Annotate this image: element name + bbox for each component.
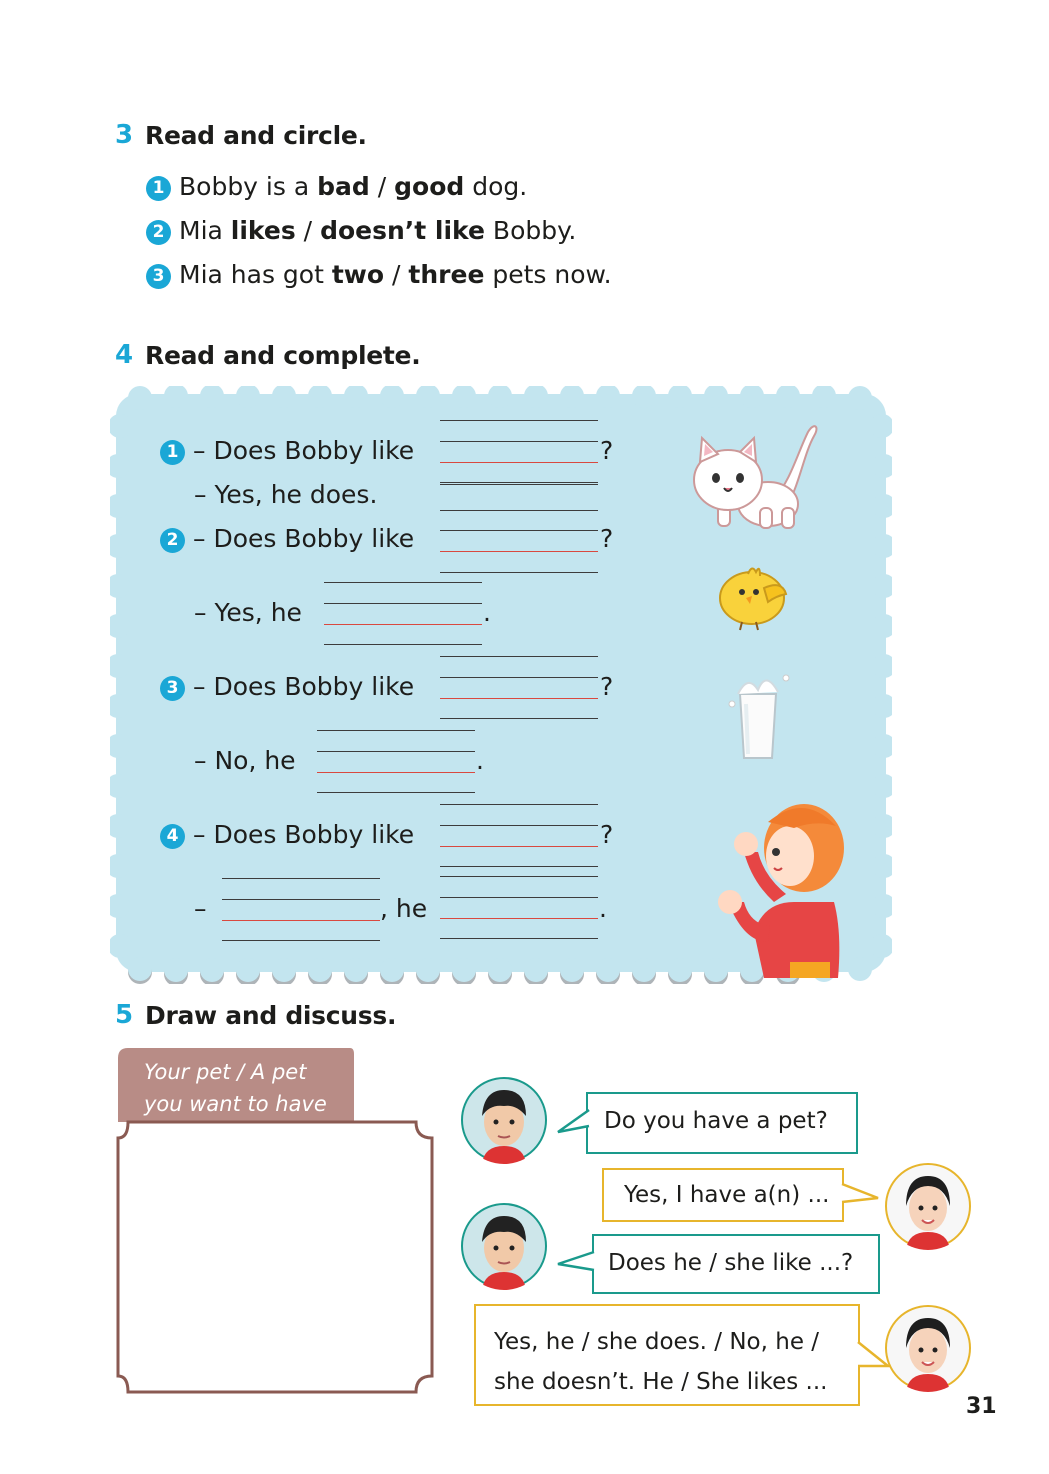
question-4: [160, 820, 414, 849]
answer-lines-2b[interactable]: [324, 582, 482, 644]
answer-lines-3b[interactable]: [317, 730, 475, 792]
circle-item-3: [146, 260, 612, 289]
question-text: – Does Bobby like: [193, 524, 415, 553]
girl-icon: [704, 792, 852, 978]
answer-lines-4a[interactable]: [222, 878, 380, 940]
separator: /: [384, 260, 409, 289]
answer-lines-3[interactable]: [440, 656, 598, 718]
question-number: 1: [160, 440, 185, 465]
girl-avatar-icon: [884, 1162, 972, 1250]
item-number: 1: [146, 176, 171, 201]
period: .: [483, 598, 491, 627]
question-text: – Does Bobby like: [193, 672, 415, 701]
question-mark: ?: [600, 436, 614, 465]
drawing-tab-label: Your pet / A pet you want to have: [144, 1060, 327, 1116]
option-likes[interactable]: likes: [230, 216, 296, 245]
item-text: pets now.: [484, 260, 612, 289]
question-1: [160, 436, 414, 465]
question-3: [160, 672, 414, 701]
option-doesnt-like[interactable]: doesn’t like: [320, 216, 485, 245]
item-text: Bobby is a: [179, 172, 318, 201]
milk-icon: [718, 664, 798, 764]
option-good[interactable]: good: [394, 172, 465, 201]
question-2: [160, 524, 414, 553]
speech-bubble-1: Do you have a pet?: [586, 1092, 858, 1154]
page-number: 31: [966, 1394, 997, 1419]
question-mark: ?: [600, 672, 614, 701]
answer-3: – No, he: [194, 746, 296, 775]
question-mark: ?: [600, 524, 614, 553]
chick-icon: [712, 560, 792, 632]
circle-item-1: [146, 172, 527, 201]
question-mark: ?: [600, 820, 614, 849]
separator: /: [369, 172, 395, 201]
boy-avatar-icon: [460, 1076, 548, 1164]
period: .: [476, 746, 484, 775]
answer-2: – Yes, he: [194, 598, 302, 627]
speech-bubble-2: Yes, I have a(n) ...: [602, 1168, 844, 1222]
item-text: dog.: [464, 172, 528, 201]
boy-avatar-icon: [460, 1202, 548, 1290]
question-number: 3: [160, 676, 185, 701]
item-number: 2: [146, 220, 171, 245]
answer-1: – Yes, he does.: [194, 480, 378, 509]
bubble-tail: [856, 1340, 890, 1372]
section-4-number: 4: [115, 340, 134, 370]
answer-4-he: , he: [380, 894, 428, 923]
separator: /: [295, 216, 321, 245]
period: .: [599, 894, 607, 923]
section-3-title: Read and circle.: [145, 121, 367, 150]
question-text: – Does Bobby like: [193, 820, 415, 849]
cat-icon: [680, 412, 820, 532]
question-text: – Does Bobby like: [193, 436, 415, 465]
option-three[interactable]: three: [408, 260, 485, 289]
speech-bubble-4: Yes, he / she does. / No, he / she doesn’t. He / She likes ...: [474, 1304, 860, 1406]
item-text: Bobby.: [484, 216, 577, 245]
answer-4-dash: –: [194, 894, 207, 923]
answer-lines-4[interactable]: [440, 804, 598, 866]
section-3-number: 3: [115, 120, 134, 150]
question-number: 4: [160, 824, 185, 849]
option-two[interactable]: two: [331, 260, 385, 289]
girl-avatar-icon: [884, 1304, 972, 1392]
section-5-number: 5: [115, 1000, 134, 1030]
section-4-title: Read and complete.: [145, 341, 421, 370]
drawing-area[interactable]: [126, 1130, 422, 1386]
item-number: 3: [146, 264, 171, 289]
item-text: Mia: [179, 216, 231, 245]
answer-lines-2[interactable]: [440, 530, 598, 572]
bubble-tail: [556, 1250, 596, 1276]
item-text: Mia has got: [179, 260, 332, 289]
question-number: 2: [160, 528, 185, 553]
bubble-tail: [556, 1108, 590, 1136]
section-5-title: Draw and discuss.: [145, 1001, 397, 1030]
circle-item-2: [146, 216, 576, 245]
speech-bubble-3: Does he / she like ...?: [592, 1234, 880, 1294]
extra-lines: [440, 484, 598, 510]
answer-lines-4b[interactable]: [440, 876, 598, 938]
answer-lines-1[interactable]: [440, 420, 598, 482]
option-bad[interactable]: bad: [317, 172, 370, 201]
bubble-tail: [840, 1182, 880, 1208]
